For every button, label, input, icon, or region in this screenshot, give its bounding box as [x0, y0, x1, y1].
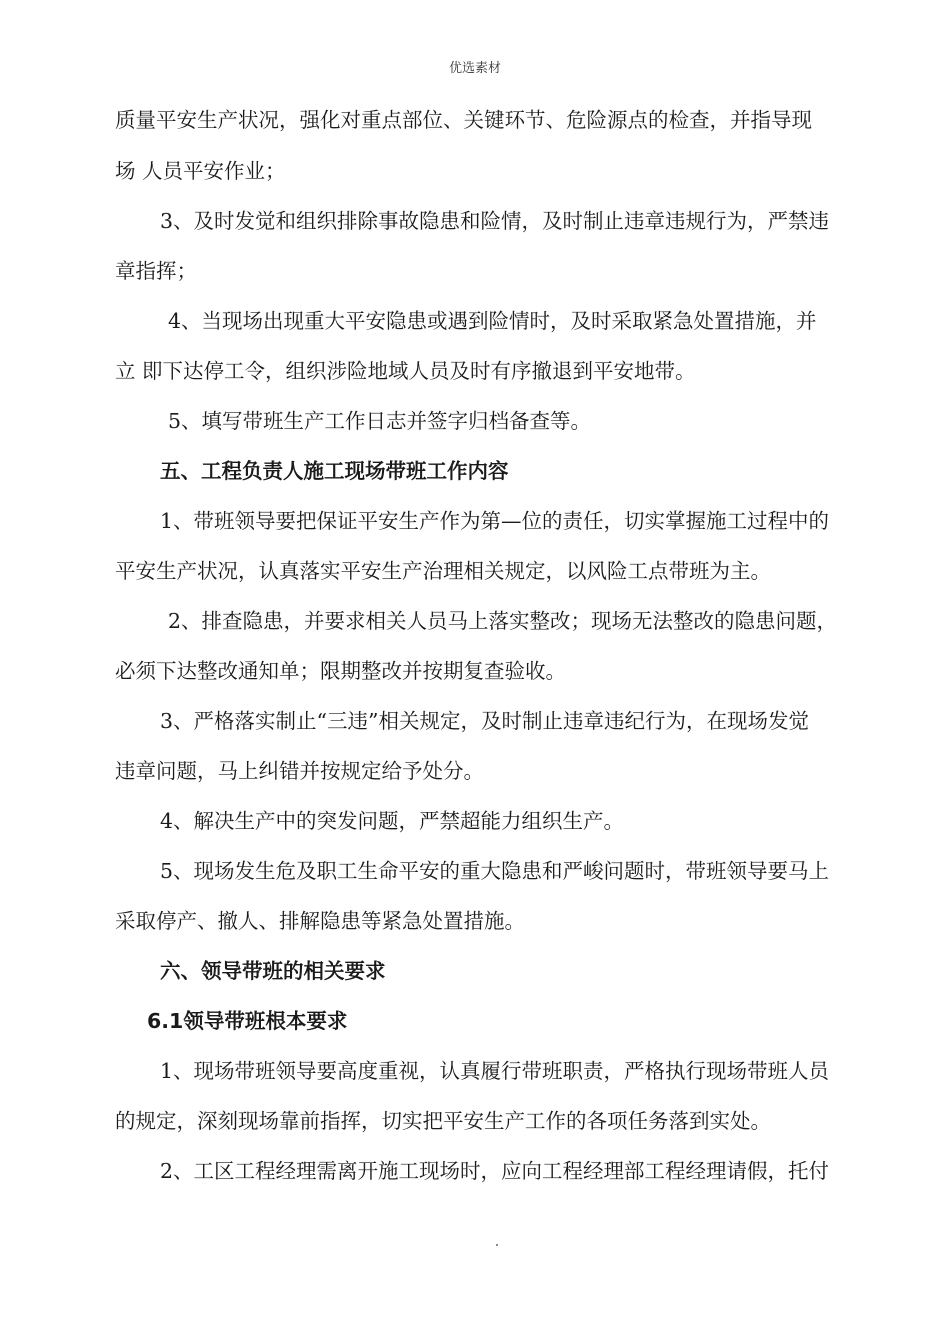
- text-line: 章指挥；: [115, 259, 197, 283]
- text-line: 必须下达整改通知单；限期整改并按期复查验收。: [115, 659, 566, 683]
- subsection-heading: 6.1领导带班根本要求: [147, 1009, 348, 1033]
- text-line: 3、及时发觉和组织排除事故隐患和险情，及时制止违章违规行为，严禁违: [160, 209, 830, 233]
- section-heading: 五、工程负责人施工现场带班工作内容: [160, 459, 509, 483]
- text-line: 5、填写带班生产工作日志并签字归档备查等。: [168, 409, 592, 433]
- text-line: 4、当现场出现重大平安隐患或遇到险情时，及时采取紧急处置措施，并: [168, 309, 817, 333]
- text-line: 2、排查隐患，并要求相关人员马上落实整改；现场无法整改的隐患问题，: [168, 609, 838, 633]
- footer-dot: [496, 1244, 498, 1246]
- text-line: 的规定，深刻现场靠前指挥，切实把平安生产工作的各项任务落到实处。: [115, 1109, 771, 1133]
- text-line: 1、现场带班领导要高度重视，认真履行带班职责，严格执行现场带班人员: [160, 1059, 830, 1083]
- text-line: 3、严格落实制止“三违”相关规定，及时制止违章违纪行为，在现场发觉: [160, 709, 810, 733]
- page-header: 优选素材: [448, 61, 501, 76]
- text-line: 平安生产状况，认真落实平安生产治理相关规定，以风险工点带班为主。: [115, 559, 771, 583]
- text-line: 5、现场发生危及职工生命平安的重大隐患和严峻问题时，带班领导要马上: [160, 859, 830, 883]
- text-line: 2、工区工程经理需离开施工现场时，应向工程经理部工程经理请假，托付: [160, 1159, 830, 1183]
- text-line: 采取停产、撤人、排解隐患等紧急处置措施。: [115, 909, 525, 933]
- text-line: 4、解决生产中的突发问题，严禁超能力组织生产。: [160, 809, 625, 833]
- text-line: 质量平安生产状况，强化对重点部位、关键环节、危险源点的检查，并指导现: [115, 108, 812, 132]
- text-line: 违章问题，马上纠错并按规定给予处分。: [115, 759, 484, 783]
- text-line: 1、带班领导要把保证平安生产作为第—位的责任，切实掌握施工过程中的: [160, 509, 830, 533]
- section-heading: 六、领导带班的相关要求: [160, 959, 386, 983]
- text-line: 场 人员平安作业；: [115, 159, 286, 183]
- text-line: 立 即下达停工令，组织涉险地域人员及时有序撤退到平安地带。: [115, 359, 696, 383]
